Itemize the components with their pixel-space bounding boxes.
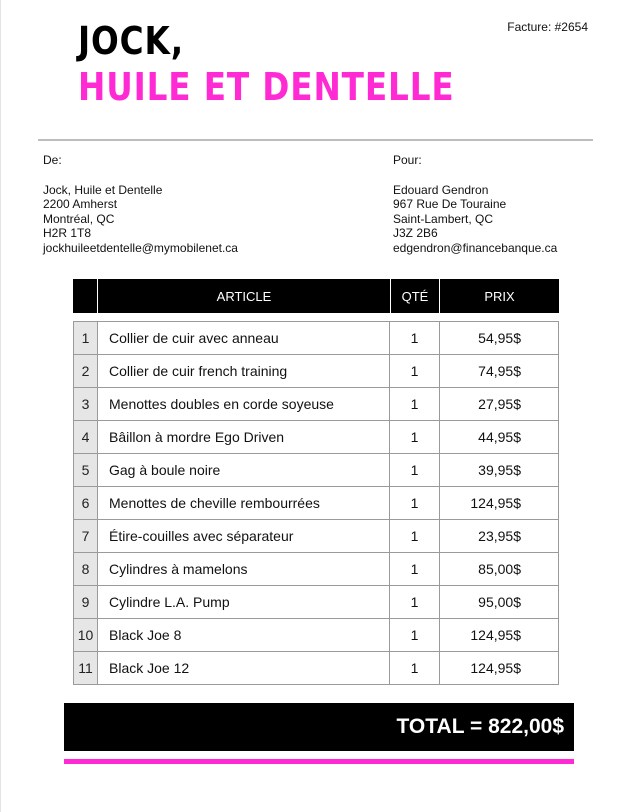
to-line: Edouard Gendron: [393, 182, 489, 197]
row-article: Menottes doubles en corde soyeuse: [98, 388, 390, 420]
items-table: [73, 321, 559, 685]
row-number: 2: [74, 355, 98, 387]
row-qte: 1: [390, 586, 440, 618]
table-row: [73, 619, 559, 652]
row-number: 8: [74, 553, 98, 585]
row-article: Étire-couilles avec séparateur: [98, 520, 390, 552]
header-num-cell: [73, 279, 97, 313]
row-number: 6: [74, 487, 98, 519]
table-row: [73, 355, 559, 388]
table-row: [73, 586, 559, 619]
row-number: 9: [74, 586, 98, 618]
total-amount: TOTAL = 822,00$: [396, 715, 564, 738]
table-header: [73, 279, 559, 313]
table-row: [73, 652, 559, 685]
header-article: ARTICLE: [98, 279, 390, 313]
from-line: 2200 Amherst: [43, 197, 118, 211]
row-number: 11: [74, 652, 98, 684]
row-qte: 1: [390, 355, 440, 387]
from-label: De:: [43, 153, 62, 167]
row-qte: 1: [390, 487, 440, 519]
row-prix: 74,95$: [478, 363, 521, 379]
row-article: Menottes de cheville rembourrées: [98, 487, 390, 519]
row-prix: 39,95$: [478, 462, 521, 478]
table-row: [73, 321, 559, 355]
row-prix: 124,95$: [470, 660, 521, 676]
table-row: [73, 553, 559, 586]
row-qte: 1: [390, 652, 440, 684]
to-address: [393, 153, 557, 255]
header-divider: [38, 139, 593, 141]
row-prix: 124,95$: [470, 627, 521, 643]
row-number: 1: [74, 322, 98, 354]
row-prix: 54,95$: [478, 330, 521, 346]
row-article: Cylindre L.A. Pump: [98, 586, 390, 618]
row-prix: 27,95$: [478, 396, 521, 412]
to-email: edgendron@financebanque.ca: [393, 240, 558, 255]
brand-line-1: JOCK,: [78, 19, 184, 63]
table-row: [73, 454, 559, 487]
header-qte: QTÉ: [391, 279, 439, 313]
header-prix: PRIX: [440, 279, 559, 313]
from-email: jockhuileetdentelle@mymobilenet.ca: [43, 240, 238, 255]
row-prix: 85,00$: [478, 561, 521, 577]
to-line: Saint-Lambert, QC: [393, 211, 494, 226]
row-number: 10: [74, 619, 98, 651]
row-qte: 1: [390, 454, 440, 486]
brand-line-2: HUILE ET DENTELLE: [78, 65, 455, 109]
row-article: Bâillon à mordre Ego Driven: [98, 421, 390, 453]
from-line: Montréal, QC: [43, 211, 115, 226]
row-number: 3: [74, 388, 98, 420]
to-line: 967 Rue De Touraine: [393, 197, 507, 211]
row-qte: 1: [390, 619, 440, 651]
row-article: Collier de cuir french training: [98, 355, 390, 387]
invoice-number: Facture: #2654: [507, 20, 588, 34]
bottom-accent-bar: [64, 759, 574, 764]
from-address: [43, 153, 238, 255]
table-row: [73, 520, 559, 553]
table-row: [73, 388, 559, 421]
row-qte: 1: [390, 322, 440, 354]
to-label: Pour:: [393, 153, 422, 167]
row-number: 5: [74, 454, 98, 486]
row-prix: 44,95$: [478, 429, 521, 445]
page-edge: [0, 0, 1, 812]
table-row: [73, 487, 559, 520]
row-article: Cylindres à mamelons: [98, 553, 390, 585]
row-qte: 1: [390, 520, 440, 552]
row-prix: 124,95$: [470, 495, 521, 511]
row-qte: 1: [390, 388, 440, 420]
row-qte: 1: [390, 421, 440, 453]
row-prix: 23,95$: [478, 528, 521, 544]
table-row: [73, 421, 559, 454]
total-bar: [64, 703, 574, 751]
from-line: Jock, Huile et Dentelle: [43, 182, 163, 197]
row-prix: 95,00$: [478, 594, 521, 610]
row-article: Gag à boule noire: [98, 454, 390, 486]
row-article: Black Joe 12: [98, 652, 390, 684]
row-article: Black Joe 8: [98, 619, 390, 651]
row-number: 4: [74, 421, 98, 453]
from-line: H2R 1T8: [43, 226, 92, 240]
brand-logo: [78, 18, 455, 110]
to-line: J3Z 2B6: [393, 226, 438, 240]
row-article: Collier de cuir avec anneau: [98, 322, 390, 354]
row-qte: 1: [390, 553, 440, 585]
row-number: 7: [74, 520, 98, 552]
